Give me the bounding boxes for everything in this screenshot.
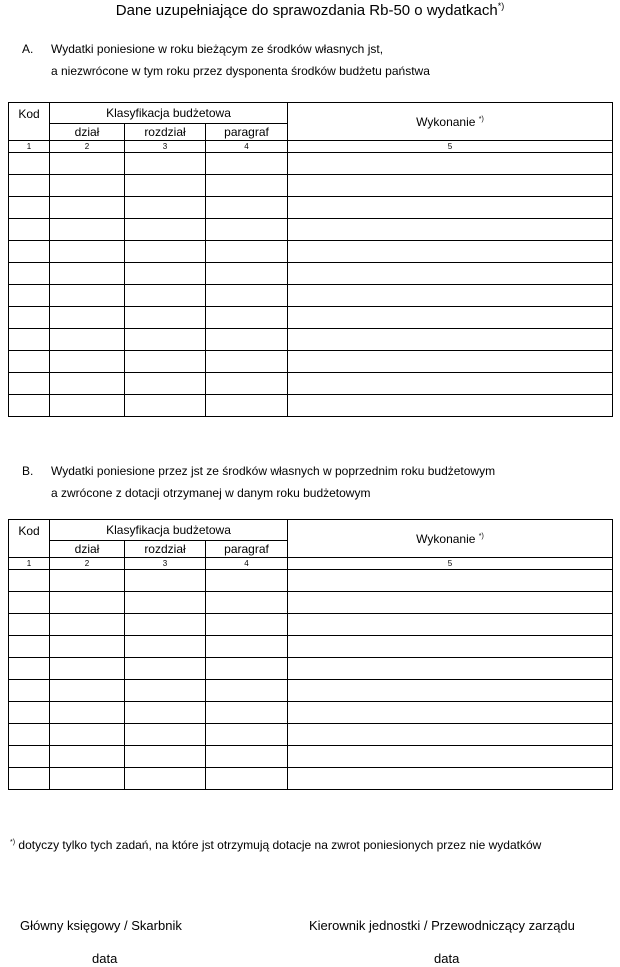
table-row — [9, 658, 613, 680]
table-cell[interactable] — [9, 658, 50, 680]
table-cell[interactable] — [206, 329, 288, 351]
table-cell[interactable] — [50, 197, 125, 219]
table-cell[interactable] — [9, 153, 50, 175]
table-cell[interactable] — [50, 658, 125, 680]
table-cell[interactable] — [206, 680, 288, 702]
table-b-dzial-header: dział — [50, 541, 125, 558]
table-cell[interactable] — [288, 658, 613, 680]
table-b — [8, 519, 613, 790]
table-cell[interactable] — [50, 175, 125, 197]
table-cell[interactable] — [125, 636, 206, 658]
table-cell[interactable] — [125, 746, 206, 768]
table-cell[interactable] — [50, 395, 125, 417]
table-cell[interactable] — [125, 592, 206, 614]
table-cell[interactable] — [50, 570, 125, 592]
table-cell[interactable] — [125, 658, 206, 680]
table-a-rozdzial-header: rozdział — [125, 124, 206, 141]
table-cell[interactable] — [9, 724, 50, 746]
section-a-line2: a niezwrócone w tym roku przez dysponenta środków budżetu państwa — [51, 64, 430, 78]
table-cell[interactable] — [9, 219, 50, 241]
table-a-paragraf-header: paragraf — [206, 124, 288, 141]
table-cell[interactable] — [206, 724, 288, 746]
table-cell[interactable] — [50, 329, 125, 351]
table-cell[interactable] — [125, 197, 206, 219]
table-cell[interactable] — [288, 219, 613, 241]
table-a-colnum-2: 2 — [50, 141, 125, 153]
table-cell[interactable] — [206, 702, 288, 724]
table-row — [9, 329, 613, 351]
table-cell[interactable] — [50, 241, 125, 263]
table-row — [9, 614, 613, 636]
table-cell[interactable] — [125, 285, 206, 307]
table-row — [9, 263, 613, 285]
table-b-paragraf-header: paragraf — [206, 541, 288, 558]
table-cell[interactable] — [206, 570, 288, 592]
table-cell[interactable] — [288, 395, 613, 417]
table-a-colnum-3: 3 — [125, 141, 206, 153]
table-cell[interactable] — [50, 768, 125, 790]
table-cell[interactable] — [9, 395, 50, 417]
table-row — [9, 219, 613, 241]
table-cell[interactable] — [288, 768, 613, 790]
table-b-kod-header: Kod — [9, 520, 50, 558]
table-cell[interactable] — [50, 680, 125, 702]
table-cell[interactable] — [288, 153, 613, 175]
signature-left-title: Główny księgowy / Skarbnik — [20, 918, 182, 933]
table-cell[interactable] — [288, 351, 613, 373]
table-cell[interactable] — [9, 351, 50, 373]
table-cell[interactable] — [50, 636, 125, 658]
table-cell[interactable] — [206, 307, 288, 329]
table-cell[interactable] — [9, 680, 50, 702]
signature-left-date: data — [92, 951, 118, 966]
table-b-wykonanie-mark: *) — [478, 532, 484, 540]
table-b-colnum-3: 3 — [125, 558, 206, 570]
table-cell[interactable] — [206, 614, 288, 636]
table-b-colnum-4: 4 — [206, 558, 288, 570]
table-cell[interactable] — [288, 241, 613, 263]
table-cell[interactable] — [206, 768, 288, 790]
table-row — [9, 241, 613, 263]
table-b-wykonanie-header — [288, 520, 613, 558]
table-cell[interactable] — [206, 636, 288, 658]
table-cell[interactable] — [9, 570, 50, 592]
table-cell[interactable] — [288, 592, 613, 614]
table-cell[interactable] — [125, 373, 206, 395]
table-cell[interactable] — [125, 263, 206, 285]
table-row — [9, 746, 613, 768]
table-b-wykonanie-label: Wykonanie — [416, 531, 476, 546]
table-row — [9, 702, 613, 724]
table-cell[interactable] — [206, 241, 288, 263]
table-cell[interactable] — [9, 175, 50, 197]
table-cell[interactable] — [125, 395, 206, 417]
footnote-text: dotyczy tylko tych zadań, na które jst otrzymują dotacje na zwrot poniesionych przez nie wydatków — [18, 838, 542, 852]
table-cell[interactable] — [288, 570, 613, 592]
table-cell[interactable] — [9, 263, 50, 285]
table-row — [9, 373, 613, 395]
footnote — [10, 838, 541, 852]
table-cell[interactable] — [50, 219, 125, 241]
table-cell[interactable] — [288, 175, 613, 197]
table-cell[interactable] — [288, 307, 613, 329]
table-cell[interactable] — [206, 175, 288, 197]
table-row — [9, 307, 613, 329]
table-row — [9, 724, 613, 746]
table-cell[interactable] — [9, 373, 50, 395]
table-cell[interactable] — [288, 263, 613, 285]
table-row — [9, 395, 613, 417]
table-a-colnum-1: 1 — [9, 141, 50, 153]
table-row — [9, 153, 613, 175]
table-a-wykonanie-mark: *) — [478, 115, 484, 123]
table-a-colnum-5: 5 — [288, 141, 613, 153]
table-cell[interactable] — [9, 241, 50, 263]
table-cell[interactable] — [125, 351, 206, 373]
table-a-wykonanie-label: Wykonanie — [416, 114, 476, 129]
table-cell[interactable] — [125, 175, 206, 197]
table-cell[interactable] — [125, 614, 206, 636]
table-row — [9, 768, 613, 790]
table-cell[interactable] — [9, 329, 50, 351]
table-cell[interactable] — [206, 395, 288, 417]
table-cell[interactable] — [206, 219, 288, 241]
table-cell[interactable] — [125, 329, 206, 351]
table-cell[interactable] — [206, 658, 288, 680]
table-cell[interactable] — [50, 702, 125, 724]
table-cell[interactable] — [50, 307, 125, 329]
table-cell[interactable] — [9, 307, 50, 329]
table-cell[interactable] — [288, 702, 613, 724]
table-cell[interactable] — [50, 724, 125, 746]
title-footnote-mark: *) — [497, 1, 505, 11]
page-title-text: Dane uzupełniające do sprawozdania Rb-50 o wydatkach — [115, 2, 498, 19]
table-cell[interactable] — [125, 307, 206, 329]
table-cell[interactable] — [9, 636, 50, 658]
section-b-letter: B. — [22, 464, 34, 478]
table-cell[interactable] — [125, 570, 206, 592]
table-row — [9, 636, 613, 658]
table-row — [9, 680, 613, 702]
table-a-dzial-header: dział — [50, 124, 125, 141]
table-row — [9, 592, 613, 614]
table-b-klasyfikacja-header: Klasyfikacja budżetowa — [50, 520, 288, 541]
table-cell[interactable] — [206, 197, 288, 219]
table-row — [9, 351, 613, 373]
table-row — [9, 570, 613, 592]
table-cell[interactable] — [9, 702, 50, 724]
table-cell[interactable] — [288, 746, 613, 768]
table-cell[interactable] — [206, 592, 288, 614]
table-cell[interactable] — [50, 351, 125, 373]
table-row — [9, 175, 613, 197]
table-cell[interactable] — [9, 746, 50, 768]
table-cell[interactable] — [50, 614, 125, 636]
table-cell[interactable] — [206, 351, 288, 373]
table-cell[interactable] — [50, 373, 125, 395]
table-b-colnum-2: 2 — [50, 558, 125, 570]
table-cell[interactable] — [288, 197, 613, 219]
table-cell[interactable] — [288, 680, 613, 702]
table-cell[interactable] — [125, 724, 206, 746]
table-row — [9, 285, 613, 307]
table-a-wykonanie-header — [288, 103, 613, 141]
section-b-line1: Wydatki poniesione przez jst ze środków własnych w poprzednim roku budżetowym — [51, 464, 496, 478]
table-cell[interactable] — [125, 680, 206, 702]
table-cell[interactable] — [206, 263, 288, 285]
table-cell[interactable] — [9, 614, 50, 636]
table-cell[interactable] — [9, 768, 50, 790]
table-b-colnum-5: 5 — [288, 558, 613, 570]
section-a-line1: Wydatki poniesione w roku bieżącym ze środków własnych jst, — [51, 42, 384, 56]
table-a-colnum-4: 4 — [206, 141, 288, 153]
section-b-line2: a zwrócone z dotacji otrzymanej w danym roku budżetowym — [51, 486, 371, 500]
table-cell[interactable] — [288, 285, 613, 307]
table-cell[interactable] — [125, 241, 206, 263]
signature-right-title: Kierownik jednostki / Przewodniczący zarządu — [309, 918, 575, 933]
table-row — [9, 197, 613, 219]
table-cell[interactable] — [9, 285, 50, 307]
table-cell[interactable] — [288, 373, 613, 395]
table-cell[interactable] — [125, 153, 206, 175]
table-a-kod-header: Kod — [9, 103, 50, 141]
table-cell[interactable] — [50, 285, 125, 307]
page-title — [0, 2, 620, 19]
section-a-heading — [51, 38, 430, 82]
table-cell[interactable] — [9, 197, 50, 219]
table-cell[interactable] — [50, 263, 125, 285]
table-cell[interactable] — [125, 768, 206, 790]
table-cell[interactable] — [50, 746, 125, 768]
table-cell[interactable] — [288, 724, 613, 746]
table-cell[interactable] — [206, 285, 288, 307]
table-b-colnum-1: 1 — [9, 558, 50, 570]
table-cell[interactable] — [50, 153, 125, 175]
table-a-klasyfikacja-header: Klasyfikacja budżetowa — [50, 103, 288, 124]
footnote-mark: *) — [10, 839, 16, 846]
table-cell[interactable] — [50, 592, 125, 614]
section-b-heading — [51, 460, 495, 504]
table-cell[interactable] — [206, 373, 288, 395]
table-b-rozdzial-header: rozdział — [125, 541, 206, 558]
table-cell[interactable] — [125, 702, 206, 724]
table-cell[interactable] — [288, 636, 613, 658]
table-cell[interactable] — [288, 614, 613, 636]
table-cell[interactable] — [125, 219, 206, 241]
table-cell[interactable] — [206, 153, 288, 175]
section-a-letter: A. — [22, 42, 34, 56]
table-a — [8, 102, 613, 417]
table-cell[interactable] — [9, 592, 50, 614]
table-cell[interactable] — [206, 746, 288, 768]
signature-right-date: data — [434, 951, 460, 966]
table-cell[interactable] — [288, 329, 613, 351]
